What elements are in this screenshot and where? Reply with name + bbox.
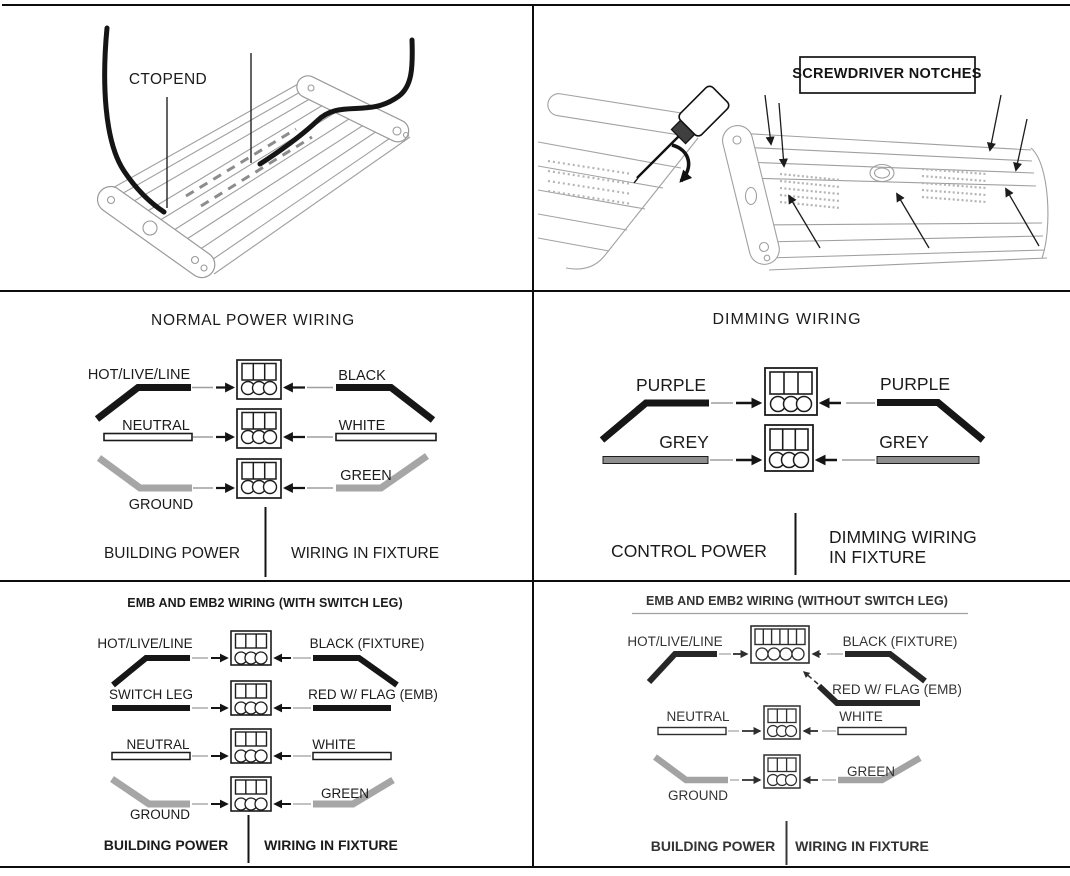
wire-label-white: WHITE: [338, 418, 386, 434]
wire-ground: [112, 779, 190, 804]
wire-label-neutral: NEUTRAL: [126, 737, 190, 752]
wire-hot: [97, 388, 191, 420]
push-in-connector-icon: [765, 368, 817, 415]
footer-building-power: BUILDING POWER: [650, 838, 776, 854]
footer-wiring-in-fixture: WIRING IN FIXTURE: [264, 837, 398, 853]
bottom-border: [0, 866, 1070, 868]
wire-ground: [655, 757, 728, 780]
fixture-fragment: [538, 92, 698, 269]
footer-dimming-wiring-line2: IN FIXTURE: [829, 547, 927, 567]
fixture-end-plates: [92, 72, 412, 283]
wire-label-ground: GROUND: [128, 497, 194, 513]
push-in-connector-icon: [231, 729, 271, 763]
panel-fixture-cords: [0, 6, 532, 290]
panel-screwdriver-notches: [534, 6, 1070, 290]
wire-red-flag: [313, 705, 391, 711]
wire-label-black-fixture: BLACK (FIXTURE): [309, 636, 425, 651]
wire-neutral: [658, 728, 726, 735]
wire-label-white: WHITE: [839, 709, 883, 724]
wire-label-grey-right: GREY: [879, 432, 929, 452]
callout-screwdriver-notches: SCREWDRIVER NOTCHES: [792, 66, 982, 82]
wire-label-red-flag: RED W/ FLAG (EMB): [308, 687, 438, 702]
fixture-drawing: [0, 6, 532, 290]
wire-label-black: BLACK: [338, 368, 386, 384]
wire-grey-right: [877, 457, 979, 464]
emb-switch-diagram: [0, 582, 532, 866]
fixture-body: [719, 122, 1047, 270]
wire-white: [313, 753, 391, 760]
wire-label-hot-live-line: HOT/LIVE/LINE: [97, 636, 193, 651]
wire-hot: [649, 654, 717, 682]
wire-label-grey-left: GREY: [659, 432, 709, 452]
wire-ground: [99, 458, 192, 488]
panel-dimming-wiring: [534, 292, 1070, 580]
push-in-connector-wide-icon: [751, 626, 809, 663]
footer-dimming-wiring-line1: DIMMING WIRING: [829, 527, 977, 547]
wire-white: [838, 728, 906, 735]
push-in-connector-icon: [765, 425, 813, 471]
screwdriver-icon: [634, 84, 731, 183]
push-in-connector-icon: [231, 681, 271, 715]
panel-title: NORMAL POWER WIRING: [151, 312, 355, 329]
panel-emb-with-switch-leg: [0, 582, 532, 866]
wire-label-black-fixture: BLACK (FIXTURE): [842, 634, 958, 649]
wire-neutral: [104, 434, 192, 441]
push-in-connector-icon: [237, 409, 281, 448]
wire-hot: [113, 658, 190, 685]
wire-switch-leg: [112, 705, 190, 711]
wire-grey-left: [603, 457, 708, 464]
normal-power-diagram: [0, 292, 532, 580]
wire-label-neutral: NEUTRAL: [122, 418, 190, 434]
push-in-connector-icon: [237, 360, 281, 399]
push-in-connector-icon: [231, 777, 271, 811]
wire-black: [336, 388, 433, 421]
panel-title: EMB AND EMB2 WIRING (WITH SWITCH LEG): [127, 596, 403, 610]
push-in-connector-icon: [764, 755, 800, 788]
push-in-connector-icon: [231, 631, 271, 665]
panel-emb-without-switch-leg: [534, 582, 1070, 866]
wire-label-ground: GROUND: [130, 807, 190, 822]
vent-dots-fragment: [548, 161, 632, 204]
wire-label-green: GREEN: [320, 786, 370, 801]
dashed-arrow-icon: [804, 672, 818, 684]
dimming-diagram: [534, 292, 1070, 580]
wire-label-hot-live-line: HOT/LIVE/LINE: [87, 367, 191, 383]
wire-label-green: GREEN: [340, 468, 392, 484]
panel-title: EMB AND EMB2 WIRING (WITHOUT SWITCH LEG): [645, 594, 949, 608]
wire-label-white: WHITE: [312, 737, 356, 752]
callout-ctopend: CTOPEND: [128, 71, 208, 88]
wire-label-purple-right: PURPLE: [879, 374, 951, 394]
wire-black-fixture: [845, 654, 925, 681]
wire-label-neutral: NEUTRAL: [666, 709, 730, 724]
vent-dots: [780, 169, 986, 208]
rotate-arrow-icon: [672, 145, 689, 181]
footer-wiring-in-fixture: WIRING IN FIXTURE: [795, 838, 929, 854]
wire-neutral: [112, 753, 190, 760]
emb-no-switch-diagram: [534, 582, 1070, 866]
wire-label-purple-left: PURPLE: [635, 375, 707, 395]
push-in-connector-icon: [237, 459, 281, 498]
notches-drawing: [534, 6, 1070, 290]
panel-normal-power-wiring: [0, 292, 532, 580]
push-in-connector-icon: [764, 706, 800, 739]
wire-label-hot-live-line: HOT/LIVE/LINE: [627, 634, 723, 649]
footer-wiring-in-fixture: WIRING IN FIXTURE: [290, 545, 440, 562]
panel-title: DIMMING WIRING: [712, 311, 862, 328]
wire-black-fixture: [313, 658, 397, 685]
wire-label-switch-leg: SWITCH LEG: [108, 687, 194, 702]
footer-building-power: BUILDING POWER: [103, 837, 229, 853]
wire-label-red-flag: RED W/ FLAG (EMB): [832, 682, 962, 697]
wire-label-green: GREEN: [846, 764, 896, 779]
wire-white: [336, 434, 436, 441]
footer-building-power: BUILDING POWER: [103, 545, 241, 562]
footer-control-power: CONTROL POWER: [611, 541, 767, 561]
wire-label-ground: GROUND: [668, 788, 728, 803]
